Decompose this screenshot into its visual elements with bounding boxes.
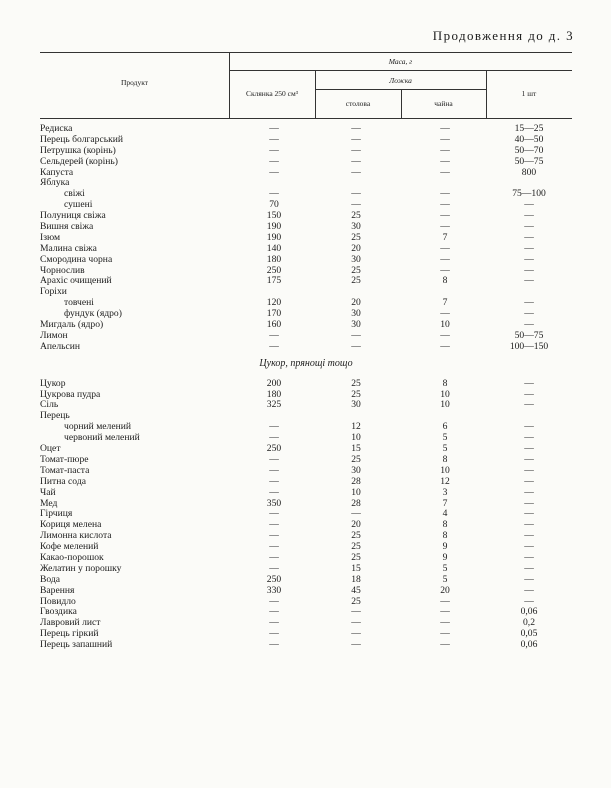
tablespoon-value: 25 (351, 541, 361, 553)
product-name: Варення (40, 584, 75, 596)
piece-value: 50—70 (514, 144, 544, 156)
col-teaspoon: чайна (434, 99, 453, 108)
product-name: Какао-порошок (40, 551, 104, 563)
glass-value: — (269, 133, 279, 145)
product-name: Сіль (40, 399, 59, 411)
glass-value: — (269, 551, 279, 563)
table-row (40, 157, 572, 168)
product-name: Перець болгарський (40, 133, 124, 145)
teaspoon-value: 3 (442, 486, 448, 498)
tablespoon-value: 30 (351, 221, 361, 233)
tablespoon-value: 30 (351, 464, 361, 476)
product-name: Горіхи (40, 286, 67, 298)
teaspoon-value: 8 (442, 530, 448, 542)
tablespoon-value: 10 (351, 432, 361, 444)
tablespoon-value: — (351, 329, 361, 341)
piece-value: — (524, 530, 534, 542)
piece-value: — (524, 573, 534, 585)
piece-value: — (524, 453, 534, 465)
teaspoon-value: 6 (442, 421, 448, 433)
table-row (40, 564, 572, 575)
piece-value: 0,06 (520, 639, 538, 651)
product-name: Питна сода (40, 475, 86, 487)
piece-value: — (524, 443, 534, 455)
piece-value: — (524, 308, 534, 320)
teaspoon-value: 9 (442, 551, 448, 563)
table-row (40, 287, 572, 298)
teaspoon-value: 12 (440, 475, 450, 487)
tablespoon-value: 10 (351, 486, 361, 498)
glass-value: 250 (266, 264, 282, 276)
col-mass: Маса, г (388, 57, 413, 66)
col-glass: Склянка 250 см³ (245, 89, 299, 98)
teaspoon-value: — (440, 133, 450, 145)
teaspoon-value: 20 (440, 584, 450, 596)
teaspoon-value: 8 (442, 275, 448, 287)
tablespoon-value: 25 (351, 388, 361, 400)
table-row (40, 586, 572, 597)
product-name: Капуста (40, 166, 74, 178)
piece-value: 800 (521, 166, 537, 178)
teaspoon-value: 8 (442, 519, 448, 531)
tablespoon-value: 30 (351, 308, 361, 320)
piece-value: — (524, 297, 534, 309)
teaspoon-value: — (440, 606, 450, 618)
table-row (40, 168, 572, 179)
product-name: Перець гіркий (40, 628, 99, 640)
col-piece: 1 шт (521, 89, 537, 98)
tablespoon-value: 25 (351, 377, 361, 389)
tablespoon-value: 28 (351, 497, 361, 509)
piece-value: — (524, 388, 534, 400)
glass-value: — (269, 464, 279, 476)
tablespoon-value: — (351, 639, 361, 651)
piece-value: — (524, 541, 534, 553)
tablespoon-value: 12 (351, 421, 361, 433)
tablespoon-value: — (351, 144, 361, 156)
tablespoon-value: — (351, 155, 361, 167)
teaspoon-value: 10 (440, 388, 450, 400)
glass-value: 330 (266, 584, 282, 596)
teaspoon-value: 5 (442, 573, 448, 585)
tablespoon-value: — (351, 133, 361, 145)
teaspoon-value: 9 (442, 541, 448, 553)
product-name: Мигдаль (ядро) (40, 319, 104, 331)
section-row (40, 353, 572, 379)
tablespoon-value: 25 (351, 595, 361, 607)
product-name: Кофе мелений (40, 541, 99, 553)
glass-value: — (269, 188, 279, 200)
piece-value: — (524, 264, 534, 276)
table-row (40, 542, 572, 553)
product-name: Вода (40, 573, 61, 585)
glass-value: 190 (266, 221, 282, 233)
piece-value: 40—50 (514, 133, 544, 145)
piece-value: 0,05 (520, 628, 538, 640)
glass-value: — (269, 123, 279, 134)
product-name: Перець запашний (40, 639, 113, 651)
teaspoon-value: — (440, 199, 450, 211)
table-row (40, 618, 572, 629)
piece-value: — (524, 377, 534, 389)
tablespoon-value: 25 (351, 210, 361, 222)
glass-value: 250 (266, 573, 282, 585)
piece-value: — (524, 199, 534, 211)
product-name: Сельдерей (корінь) (40, 155, 118, 167)
piece-value: — (524, 275, 534, 287)
product-name: Оцет (40, 443, 61, 455)
teaspoon-value: 5 (442, 432, 448, 444)
col-tablespoon: столова (345, 99, 371, 108)
table-row (40, 178, 572, 189)
product-name: Перець (40, 410, 70, 422)
tablespoon-value: — (351, 617, 361, 629)
product-name: Вишня свіжа (40, 221, 94, 233)
table-row (40, 379, 572, 390)
table-body (40, 124, 572, 651)
tablespoon-value: 18 (351, 573, 361, 585)
tablespoon-value: — (351, 508, 361, 520)
piece-value: 0,06 (520, 606, 538, 618)
glass-value: — (269, 340, 279, 352)
table-row (40, 200, 572, 211)
teaspoon-value: — (440, 123, 450, 134)
product-name: свіжі (64, 188, 85, 200)
product-name: Томат-пюре (40, 453, 89, 465)
product-name: Мед (40, 497, 58, 509)
col-spoon: Ложка (389, 76, 412, 85)
teaspoon-value: 4 (442, 508, 448, 520)
table-row (40, 222, 572, 233)
glass-value: — (269, 453, 279, 465)
teaspoon-value: — (440, 340, 450, 352)
col-product: Продукт (120, 78, 149, 87)
product-name: Лавровий лист (40, 617, 101, 629)
teaspoon-value: — (440, 188, 450, 200)
table-row (40, 607, 572, 618)
product-name: Смородина чорна (40, 253, 113, 265)
rule-top (40, 52, 572, 53)
tablespoon-value: 25 (351, 264, 361, 276)
product-name: Петрушка (корінь) (40, 144, 116, 156)
teaspoon-value: — (440, 155, 450, 167)
glass-value: — (269, 432, 279, 444)
product-name: Апельсин (40, 340, 81, 352)
teaspoon-value: — (440, 221, 450, 233)
piece-value: — (524, 221, 534, 233)
product-name: Цукрова пудра (40, 388, 101, 400)
teaspoon-value: — (440, 628, 450, 640)
product-name: Чай (40, 486, 56, 498)
piece-value: 75—100 (512, 188, 546, 200)
glass-value: — (269, 617, 279, 629)
teaspoon-value: 8 (442, 377, 448, 389)
table-header (40, 52, 572, 120)
product-name: Кориця мелена (40, 519, 102, 531)
tablespoon-value: — (351, 199, 361, 211)
glass-value: — (269, 166, 279, 178)
product-name: Лимон (40, 329, 68, 341)
tablespoon-value: — (351, 606, 361, 618)
piece-value: — (524, 319, 534, 331)
table-row (40, 444, 572, 455)
glass-value: — (269, 541, 279, 553)
table-row (40, 488, 572, 499)
table-row (40, 400, 572, 411)
teaspoon-value: 7 (442, 297, 448, 309)
piece-value: — (524, 584, 534, 596)
table-row (40, 509, 572, 520)
tablespoon-value: 20 (351, 242, 361, 254)
teaspoon-value: 10 (440, 319, 450, 331)
section-title: Цукор, прянощі тощо (259, 357, 353, 369)
product-name: Желатин у порошку (40, 562, 122, 574)
glass-value: 325 (266, 399, 282, 411)
product-name: чорний мелений (64, 421, 131, 433)
glass-value: 200 (266, 377, 282, 389)
table-row (40, 146, 572, 157)
tablespoon-value: 20 (351, 519, 361, 531)
table-row (40, 575, 572, 586)
glass-value: — (269, 155, 279, 167)
table-row (40, 189, 572, 200)
table-row (40, 597, 572, 608)
piece-value: 15—25 (514, 123, 544, 134)
table-row (40, 342, 572, 353)
teaspoon-value: — (440, 595, 450, 607)
tablespoon-value: 28 (351, 475, 361, 487)
glass-value: 170 (266, 308, 282, 320)
piece-value: — (524, 475, 534, 487)
product-name: Арахіс очищений (40, 275, 112, 287)
tablespoon-value: 25 (351, 551, 361, 563)
tablespoon-value: — (351, 188, 361, 200)
product-name: Чорнослив (40, 264, 85, 276)
teaspoon-value: 5 (442, 562, 448, 574)
rule-mass (229, 70, 572, 71)
teaspoon-value: — (440, 166, 450, 178)
tablespoon-value: — (351, 628, 361, 640)
piece-value: — (524, 464, 534, 476)
glass-value: 70 (269, 199, 279, 211)
glass-value: 250 (266, 443, 282, 455)
glass-value: — (269, 486, 279, 498)
teaspoon-value: — (440, 308, 450, 320)
glass-value: 350 (266, 497, 282, 509)
teaspoon-value: — (440, 617, 450, 629)
teaspoon-value: 7 (442, 231, 448, 243)
tablespoon-value: 25 (351, 231, 361, 243)
glass-value: — (269, 329, 279, 341)
piece-value: — (524, 562, 534, 574)
piece-value: — (524, 432, 534, 444)
table-row (40, 331, 572, 342)
table-row (40, 477, 572, 488)
piece-value: — (524, 486, 534, 498)
glass-value: — (269, 519, 279, 531)
glass-value: — (269, 595, 279, 607)
piece-value: — (524, 399, 534, 411)
piece-value: 50—75 (514, 329, 544, 341)
piece-value: 50—75 (514, 155, 544, 167)
teaspoon-value: — (440, 639, 450, 651)
piece-value: — (524, 421, 534, 433)
product-name: Ізюм (40, 231, 61, 243)
glass-value: — (269, 421, 279, 433)
tablespoon-value: 25 (351, 275, 361, 287)
teaspoon-value: 7 (442, 497, 448, 509)
tablespoon-value: 30 (351, 399, 361, 411)
product-name: Полуниця свіжа (40, 210, 106, 222)
piece-value: — (524, 231, 534, 243)
product-name: Цукор (40, 377, 66, 389)
glass-value: 140 (266, 242, 282, 254)
glass-value: 175 (266, 275, 282, 287)
teaspoon-value: — (440, 253, 450, 265)
tablespoon-value: 25 (351, 453, 361, 465)
glass-value: 160 (266, 319, 282, 331)
piece-value: 100—150 (509, 340, 549, 352)
tablespoon-value: — (351, 123, 361, 134)
glass-value: 180 (266, 253, 282, 265)
piece-value: — (524, 508, 534, 520)
product-name: фундук (ядро) (64, 308, 122, 320)
piece-value: — (524, 497, 534, 509)
piece-value: 0,2 (523, 617, 535, 629)
product-name: Гірчиця (40, 508, 73, 520)
glass-value: — (269, 639, 279, 651)
table-row (40, 499, 572, 510)
table-row (40, 255, 572, 266)
glass-value: — (269, 628, 279, 640)
product-name: червоний мелений (64, 432, 140, 444)
glass-value: 120 (266, 297, 282, 309)
teaspoon-value: 10 (440, 399, 450, 411)
page-header: Продовження до д. 3 (432, 28, 574, 43)
product-name: Гвоздика (40, 606, 77, 618)
tablespoon-value: 15 (351, 443, 361, 455)
table-row (40, 455, 572, 466)
teaspoon-value: — (440, 329, 450, 341)
teaspoon-value: 10 (440, 464, 450, 476)
tablespoon-value: 25 (351, 530, 361, 542)
table-row (40, 531, 572, 542)
teaspoon-value: — (440, 144, 450, 156)
table-row (40, 629, 572, 640)
glass-value: 190 (266, 231, 282, 243)
product-name: Малина свіжа (40, 242, 97, 254)
piece-value: — (524, 210, 534, 222)
piece-value: — (524, 519, 534, 531)
glass-value: — (269, 508, 279, 520)
table-row (40, 233, 572, 244)
piece-value: — (524, 595, 534, 607)
glass-value: — (269, 606, 279, 618)
product-name: Лимонна кислота (40, 530, 112, 542)
teaspoon-value: 5 (442, 443, 448, 455)
teaspoon-value: — (440, 242, 450, 254)
product-name: Яблука (40, 177, 70, 189)
product-name: Повидло (40, 595, 76, 607)
product-name: Томат-паста (40, 464, 90, 476)
glass-value: — (269, 144, 279, 156)
glass-value: 180 (266, 388, 282, 400)
table-row (40, 466, 572, 477)
table-row (40, 433, 572, 444)
glass-value: — (269, 530, 279, 542)
tablespoon-value: 45 (351, 584, 361, 596)
table-row (40, 276, 572, 287)
rule-bottom (40, 118, 572, 119)
glass-value: — (269, 562, 279, 574)
glass-value: — (269, 475, 279, 487)
piece-value: — (524, 253, 534, 265)
teaspoon-value: 8 (442, 453, 448, 465)
teaspoon-value: — (440, 210, 450, 222)
table-row (40, 135, 572, 146)
table-row (40, 211, 572, 222)
table-row (40, 520, 572, 531)
tablespoon-value: — (351, 340, 361, 352)
piece-value: — (524, 242, 534, 254)
tablespoon-value: 20 (351, 297, 361, 309)
product-name: товчені (64, 297, 94, 309)
product-name: сушені (64, 199, 93, 211)
piece-value: — (524, 551, 534, 563)
teaspoon-value: — (440, 264, 450, 276)
table-row (40, 244, 572, 255)
tablespoon-value: 30 (351, 253, 361, 265)
table-row (40, 309, 572, 320)
glass-value: 150 (266, 210, 282, 222)
tablespoon-value: 15 (351, 562, 361, 574)
table-row (40, 390, 572, 401)
table-row (40, 320, 572, 331)
table-row (40, 266, 572, 277)
tablespoon-value: — (351, 166, 361, 178)
table-row (40, 640, 572, 651)
product-name: Редиска (40, 123, 73, 134)
tablespoon-value: 30 (351, 319, 361, 331)
